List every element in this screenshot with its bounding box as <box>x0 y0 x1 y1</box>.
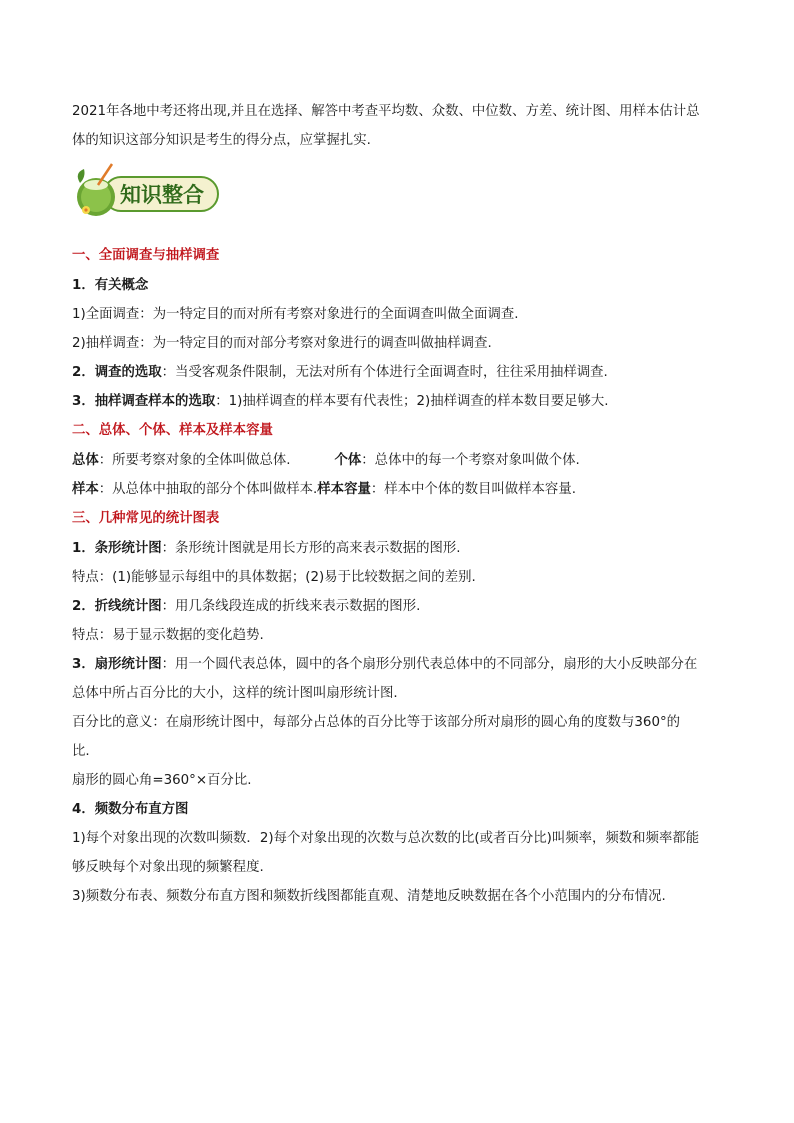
s3-hist-title: 4．频数分布直方图 <box>72 802 189 817</box>
s3-line-title: 2．折线统计图 <box>72 599 162 614</box>
section-3-title: 三、几种常见的统计图表 <box>72 511 220 526</box>
geti-text: ：总体中的每一个考察对象叫做个体. <box>361 453 580 468</box>
s1-p3-text: ：1)抽样调查的样本要有代表性；2)抽样调查的样本数目要足够大. <box>215 394 609 409</box>
s3-pie-meaning-1: 百分比的意义：在扇形统计图中，每部分占总体的百分比等于该部分所对扇形的圆心角的度数与360°的 <box>72 715 681 730</box>
banner-title: 知识整合 <box>120 183 204 207</box>
s3-line-feature: 特点：易于显示数据的变化趋势. <box>72 628 264 643</box>
knowledge-banner <box>72 161 222 227</box>
s1-p1-b: 2)抽样调查：为一特定目的而对部分考察对象进行的调查叫做抽样调查. <box>72 336 492 351</box>
s3-bar-title: 1．条形统计图 <box>72 541 162 556</box>
yangben-text: ：从总体中抽取的部分个体叫做样本. <box>98 482 318 497</box>
s3-hist-text-2: 够反映每个对象出现的频繁程度. <box>72 860 264 875</box>
s1-p3 <box>72 387 732 416</box>
s3-bar-feature: 特点：(1)能够显示每组中的具体数据；(2)易于比较数据之间的差别. <box>72 570 476 585</box>
s3-pie-title: 3．扇形统计图 <box>72 657 162 672</box>
zongti-text: ：所要考察对象的全体叫做总体. <box>98 453 291 468</box>
s3-hist-text-3: 3)频数分布表、频数分布直方图和频数折线图都能直观、清楚地反映数据在各个小范围内的分布情况. <box>72 889 666 904</box>
document-body <box>72 97 732 911</box>
s2-row-1 <box>72 446 732 475</box>
rongliang-text: ：样本中个体的数目叫做样本容量. <box>370 482 576 497</box>
intro-line-1: 2021年各地中考还将出现,并且在选择、解答中考查平均数、众数、中位数、方差、统计图、用样本估计总 <box>72 104 700 119</box>
s1-p2 <box>72 358 732 387</box>
s3-pie <box>72 650 732 679</box>
s2-row-2 <box>72 475 732 504</box>
rongliang-label: 样本容量 <box>317 482 371 497</box>
s1-p2-text: ：当受客观条件限制，无法对所有个体进行全面调查时，往往采用抽样调查. <box>161 365 608 380</box>
s3-line <box>72 592 732 621</box>
s3-line-text: ：用几条线段连成的折线来表示数据的图形. <box>161 599 421 614</box>
s3-pie-angle: 扇形的圆心角=360°×百分比. <box>72 773 252 788</box>
geti-label: 个体 <box>334 453 362 468</box>
zongti-label: 总体 <box>72 453 99 468</box>
yangben-label: 样本 <box>72 482 99 497</box>
s1-p3-title: 3．抽样调查样本的选取 <box>72 394 216 409</box>
s3-bar-text: ：条形统计图就是用长方形的高来表示数据的图形. <box>161 541 461 556</box>
s3-pie-text-1: ：用一个圆代表总体，圆中的各个扇形分别代表总体中的不同部分，扇形的大小反映部分在 <box>161 657 698 672</box>
s1-p1-a: 1)全面调查：为一特定目的而对所有考察对象进行的全面调查叫做全面调查. <box>72 307 519 322</box>
s1-p1-title: 1．有关概念 <box>72 278 149 293</box>
coconut-drink-icon <box>72 161 222 227</box>
s3-pie-text-2: 总体中所占百分比的大小，这样的统计图叫扇形统计图. <box>72 686 398 701</box>
s3-pie-meaning-2: 比. <box>72 744 90 759</box>
section-1-title: 一、全面调查与抽样调查 <box>72 248 220 263</box>
s3-hist-text-1: 1)每个对象出现的次数叫频数．2)每个对象出现的次数与总次数的比(或者百分比)叫频率，频数和频率都能 <box>72 831 700 846</box>
section-2-title: 二、总体、个体、样本及样本容量 <box>72 423 273 438</box>
s1-p2-title: 2．调查的选取 <box>72 365 162 380</box>
s3-bar <box>72 534 732 563</box>
intro-line-2: 体的知识这部分知识是考生的得分点，应掌握扎实. <box>72 133 371 148</box>
